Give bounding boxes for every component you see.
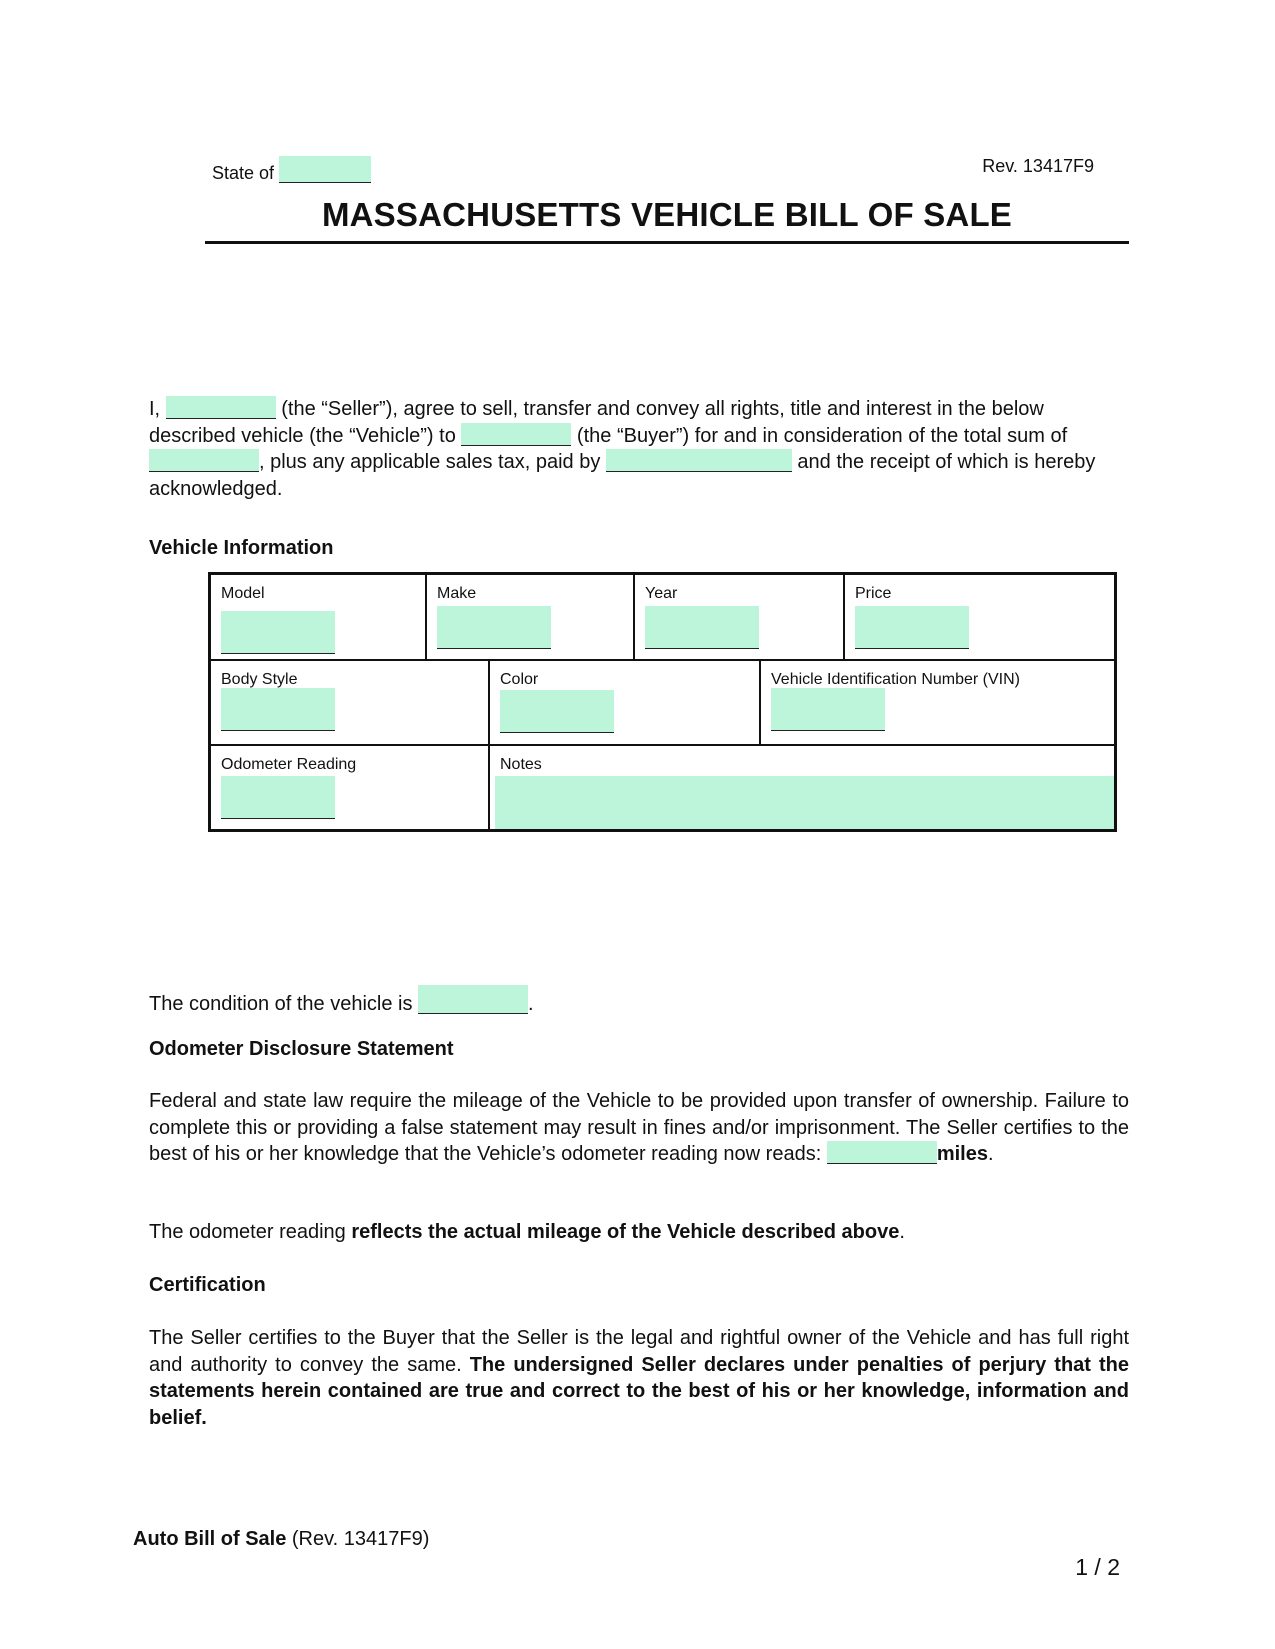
- intro-paragraph: [149, 396, 1129, 502]
- price-label: Price: [855, 585, 892, 602]
- intro-text-1: I,: [149, 398, 161, 420]
- odometer-heading: Odometer Disclosure Statement: [149, 1038, 454, 1060]
- intro-text-4: , plus any applicable sales tax, paid by: [259, 451, 606, 473]
- year-field[interactable]: [645, 606, 759, 649]
- odometer-paragraph: [149, 1088, 1129, 1168]
- body-style-field[interactable]: [221, 688, 335, 731]
- vin-label: Vehicle Identification Number (VIN): [771, 671, 1020, 688]
- footer-doc-info: [133, 1526, 429, 1552]
- price-field[interactable]: [855, 606, 969, 649]
- cell-model: [211, 575, 427, 659]
- footer-doc-rev: (Rev. 13417F9): [286, 1528, 430, 1550]
- intro-text-3: (the “Buyer”) for and in consideration of the total sum of: [571, 424, 1068, 447]
- cell-make: [427, 575, 635, 659]
- make-label: Make: [437, 585, 477, 602]
- year-label: Year: [645, 585, 678, 602]
- certification-heading: Certification: [149, 1274, 266, 1296]
- certification-declaration: The undersigned Seller declares under penalties of perjury that the statements herein contained are true and correct to the best of his or her knowledge, information and belief.: [149, 1353, 1130, 1429]
- condition-text: The condition of the vehicle is: [149, 993, 419, 1015]
- miles-period: .: [987, 1143, 994, 1165]
- cell-odometer: [211, 746, 490, 829]
- page-number: 1 / 2: [1075, 1554, 1120, 1580]
- odometer-reflects-line: [149, 1219, 1129, 1246]
- seller-name-field[interactable]: [166, 396, 276, 419]
- reflects-text: The odometer reading: [149, 1221, 352, 1243]
- color-field[interactable]: [500, 690, 614, 733]
- odometer-field[interactable]: [221, 776, 335, 819]
- notes-field[interactable]: [495, 776, 1114, 829]
- color-label: Color: [500, 671, 539, 688]
- certification-paragraph: [149, 1325, 1129, 1431]
- condition-line: [149, 985, 1129, 1018]
- reflects-bold: reflects the actual mileage of the Vehicle described above: [351, 1221, 900, 1243]
- model-field[interactable]: [221, 611, 335, 654]
- cell-notes: [490, 746, 1117, 829]
- payment-method-field[interactable]: [606, 449, 792, 472]
- revision-label: Rev. 13417F9: [982, 156, 1094, 176]
- condition-period: .: [528, 993, 534, 1015]
- cell-body-style: [211, 661, 490, 744]
- page-title: MASSACHUSETTS VEHICLE BILL OF SALE: [321, 196, 1013, 233]
- total-sum-field[interactable]: [149, 449, 259, 472]
- reflects-period: .: [899, 1221, 905, 1243]
- vin-field[interactable]: [771, 688, 885, 731]
- state-label: State of: [212, 163, 275, 183]
- state-field[interactable]: [279, 156, 371, 183]
- intro-text-5: and the receipt of which is hereby acknowledged.: [149, 451, 1096, 500]
- state-line: [212, 156, 371, 184]
- odometer-body: Federal and state law require the mileage of the Vehicle to be provided upon transfer of ownership. Failure to complete this or providing a false statement may result in fines and/or imprisonment. The Seller certifies to the best of his or her knowledge that the Vehicle’s odometer reading now reads:: [149, 1090, 1129, 1165]
- certification-body: The Seller certifies to the Buyer that the Seller is the legal and rightful owner of the Vehicle and has full right and authority to convey the same.: [149, 1327, 1129, 1376]
- model-label: Model: [221, 585, 265, 602]
- cell-color: [490, 661, 761, 744]
- notes-label: Notes: [500, 756, 542, 773]
- miles-label: miles: [936, 1143, 988, 1165]
- odometer-label: Odometer Reading: [221, 756, 357, 773]
- buyer-name-field[interactable]: [461, 423, 571, 446]
- cell-vin: [761, 661, 1117, 744]
- condition-field[interactable]: [418, 985, 528, 1014]
- title-divider: [205, 241, 1129, 244]
- vehicle-row-3: [211, 746, 1114, 829]
- vehicle-row-2: [211, 661, 1114, 746]
- vehicle-row-1: [211, 575, 1114, 661]
- mileage-field[interactable]: [827, 1141, 937, 1164]
- body-style-label: Body Style: [221, 671, 298, 688]
- cell-year: [635, 575, 845, 659]
- vehicle-info-table: [208, 572, 1117, 832]
- cell-price: [845, 575, 1117, 659]
- vehicle-info-heading: Vehicle Information: [149, 537, 334, 559]
- footer-doc-name: Auto Bill of Sale: [133, 1528, 287, 1550]
- make-field[interactable]: [437, 606, 551, 649]
- intro-text-2: (the “Seller”), agree to sell, transfer and convey all rights, title and interest in the below described vehicle (the “Vehicle”) to: [149, 398, 1044, 447]
